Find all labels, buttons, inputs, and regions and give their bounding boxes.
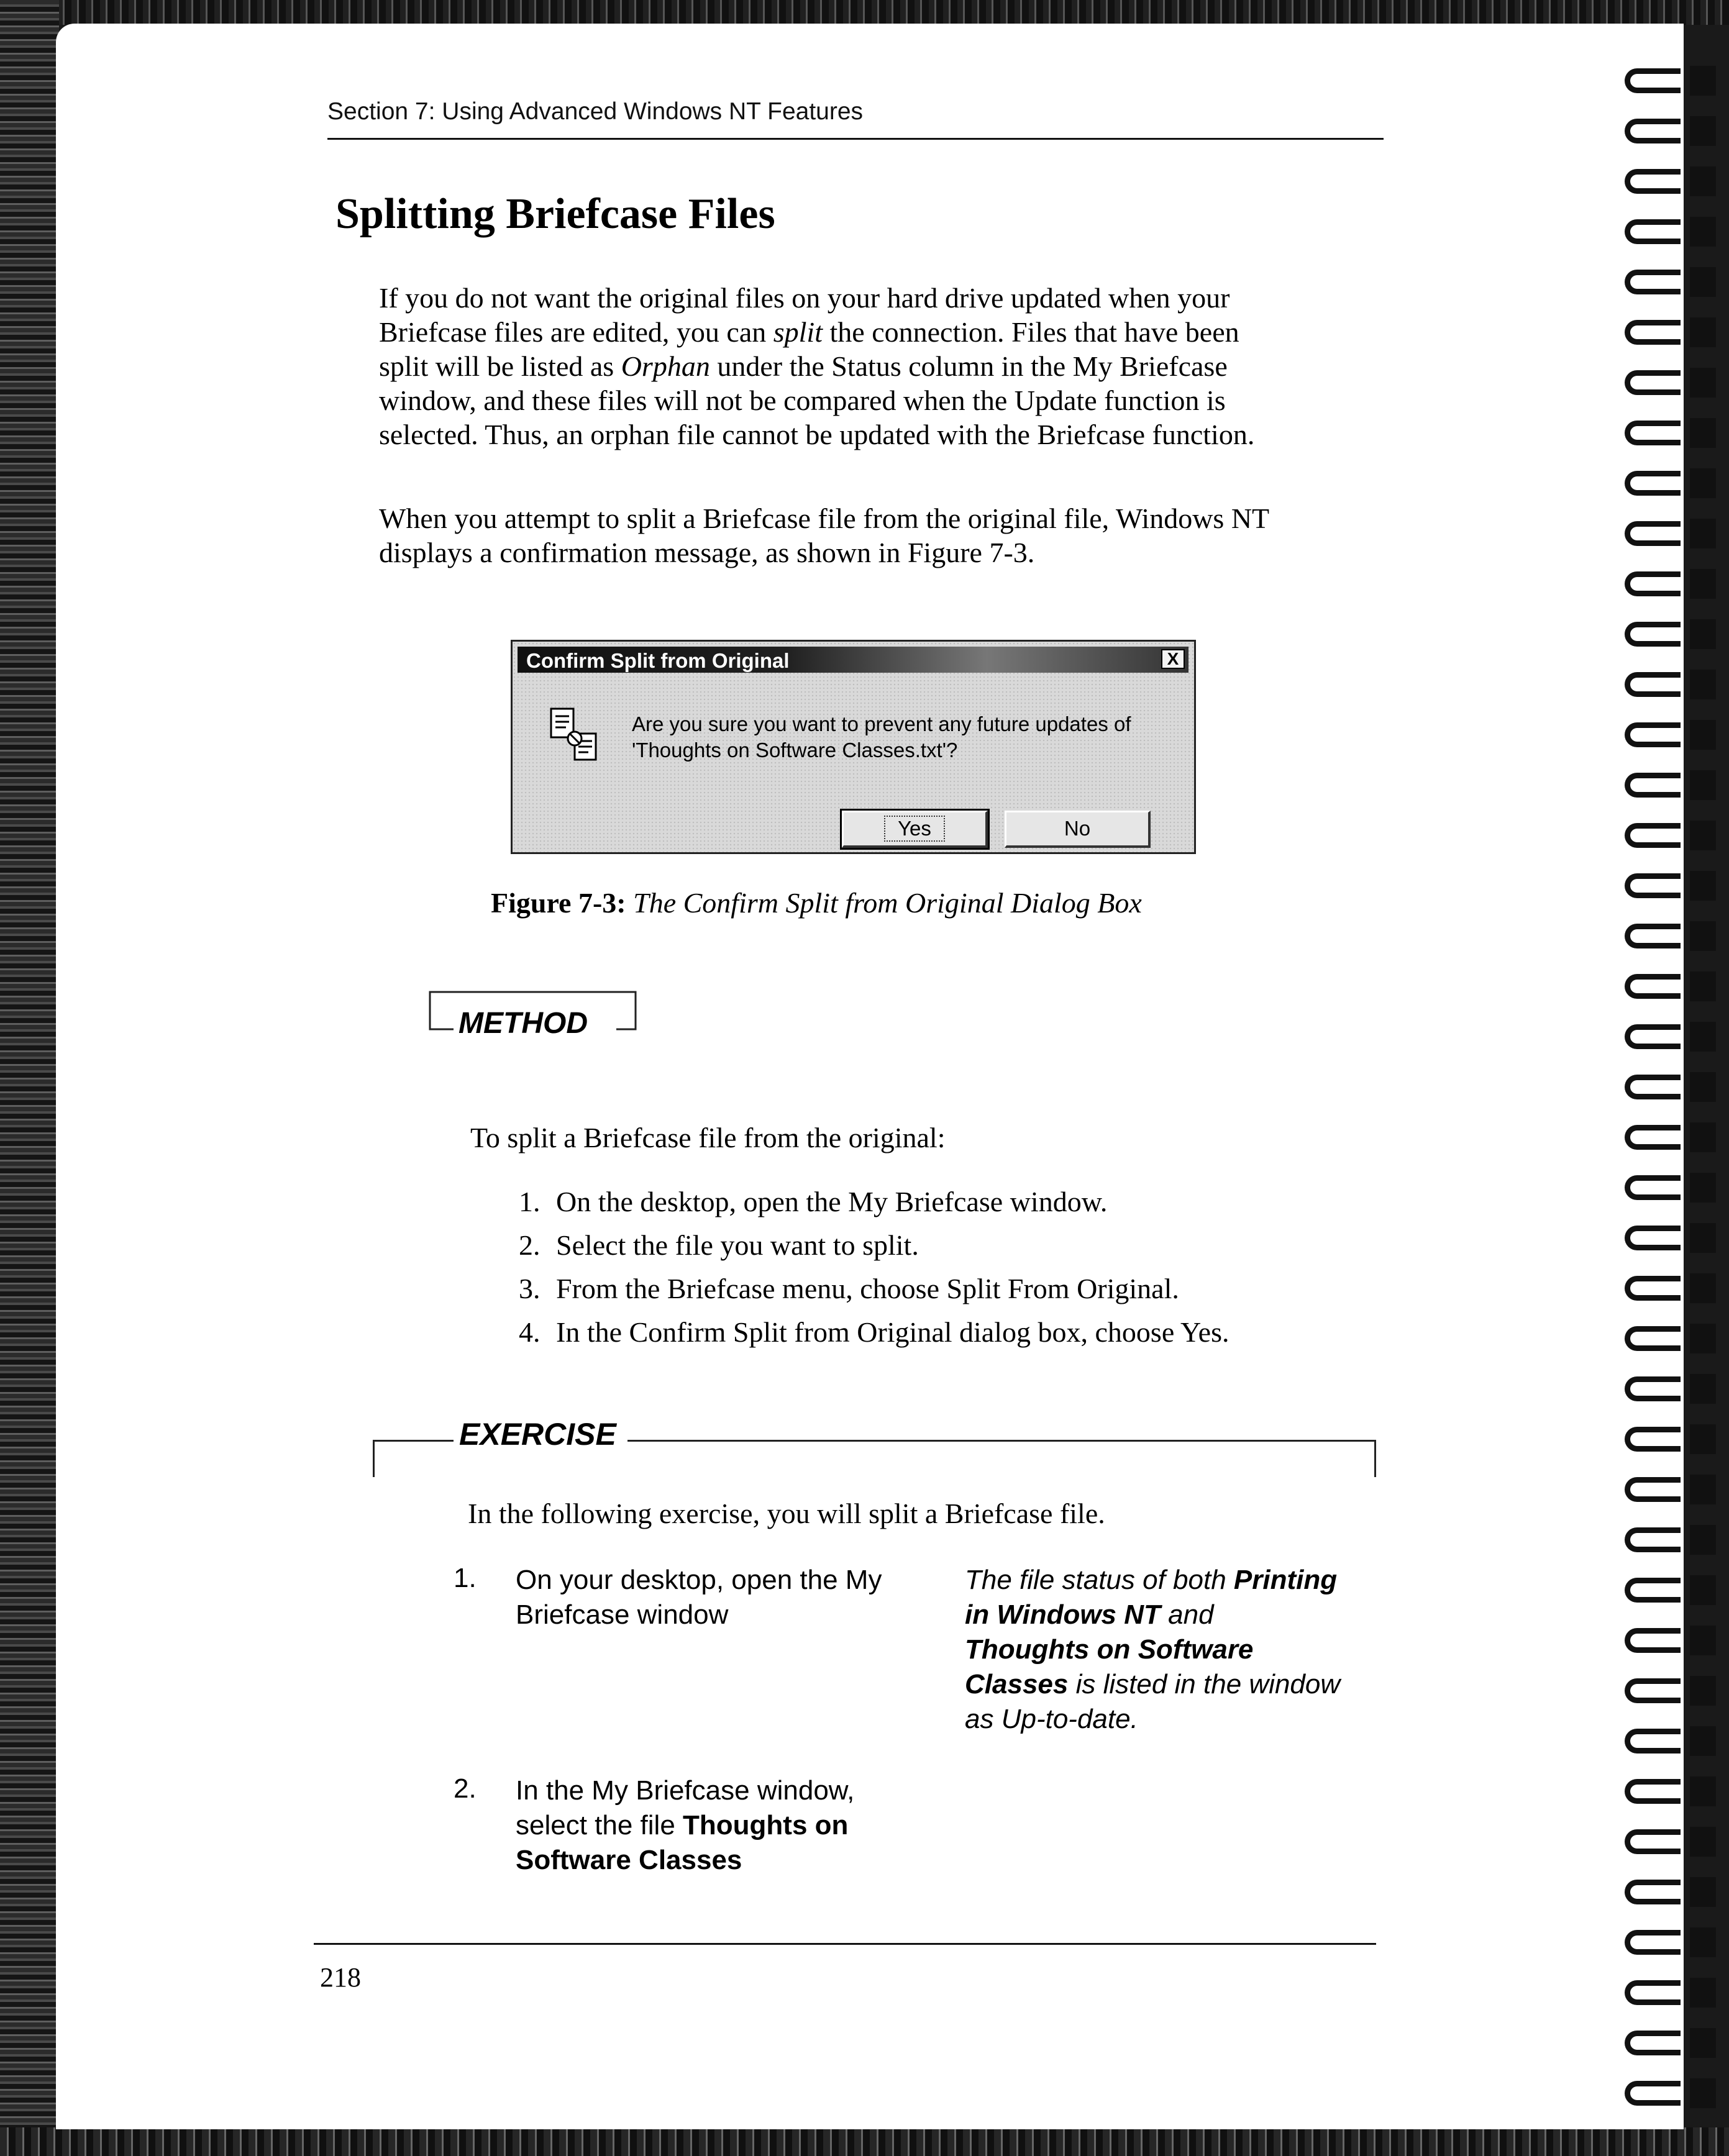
text-run: Briefcase files are edited, you can xyxy=(379,316,773,348)
exercise-note-line xyxy=(965,1632,1400,1667)
binding-hole xyxy=(1690,317,1716,347)
binding-coil xyxy=(1625,471,1681,496)
binding-hole xyxy=(1690,116,1716,146)
binding-hole xyxy=(1690,1022,1716,1052)
intro-paragraph xyxy=(379,281,1435,452)
binding-coil xyxy=(1625,722,1681,747)
binding-coil xyxy=(1625,672,1681,697)
binding-coil xyxy=(1625,320,1681,345)
scan-edge-bottom xyxy=(0,2127,1729,2156)
exercise-frame-right xyxy=(627,1440,1376,1442)
binding-coil xyxy=(1625,68,1681,93)
binding-hole xyxy=(1690,1626,1716,1655)
binding-hole xyxy=(1690,1827,1716,1857)
intro-line xyxy=(379,281,1435,315)
binding-hole xyxy=(1690,720,1716,750)
binding-coil xyxy=(1625,1527,1681,1552)
binding-coil xyxy=(1625,270,1681,294)
binding-coil xyxy=(1625,1628,1681,1653)
confirm-split-dialog xyxy=(511,640,1196,854)
binding-hole xyxy=(1690,1374,1716,1404)
binding-hole xyxy=(1690,619,1716,649)
binding-coil xyxy=(1625,421,1681,445)
binding-coil xyxy=(1625,773,1681,798)
binding-hole xyxy=(1690,418,1716,448)
text-run: displays a confirmation message, as shown in Figure 7-3. xyxy=(379,537,1035,568)
step-number: 3. xyxy=(519,1273,541,1304)
method-label: METHOD xyxy=(458,1007,588,1040)
text-run: The file status of both xyxy=(965,1565,1234,1595)
no-button[interactable] xyxy=(1005,811,1151,848)
binding-coil xyxy=(1625,873,1681,898)
page-number: 218 xyxy=(320,1962,361,1993)
emphasis-text: split xyxy=(773,316,823,348)
text-run: select the file xyxy=(516,1810,683,1840)
binding-coil xyxy=(1625,2081,1681,2106)
bold-text: in Windows NT xyxy=(965,1599,1161,1630)
step-number: 4. xyxy=(519,1316,541,1348)
figure-caption xyxy=(491,886,1142,919)
exercise-step-note xyxy=(965,1563,1400,1737)
binding-coil xyxy=(1625,1125,1681,1150)
figure-label: Figure 7-3: xyxy=(491,887,626,919)
binding-coil xyxy=(1625,521,1681,546)
text-run: the connection. Files that have been xyxy=(823,316,1239,348)
bold-text: Thoughts on Software xyxy=(965,1634,1254,1665)
step-text: In the Confirm Split from Original dialog box, choose Yes. xyxy=(556,1316,1229,1348)
binding-coil xyxy=(1625,1880,1681,1904)
exercise-step-line xyxy=(516,1598,938,1632)
confirm-line xyxy=(379,535,1435,570)
binding-coil xyxy=(1625,1829,1681,1854)
exercise-step-number: 1. xyxy=(454,1563,477,1593)
method-intro: To split a Briefcase file from the original: xyxy=(470,1122,946,1153)
text-run: as Up-to-date. xyxy=(965,1704,1138,1734)
step-text: On the desktop, open the My Briefcase window. xyxy=(556,1186,1108,1217)
binding-coil xyxy=(1625,1226,1681,1250)
binding-hole xyxy=(1690,1072,1716,1102)
exercise-frame-left-edge xyxy=(373,1440,375,1477)
footer-rule xyxy=(314,1943,1376,1945)
header-rule xyxy=(327,138,1384,140)
text-run: Briefcase window xyxy=(516,1599,729,1630)
binding-hole xyxy=(1690,1978,1716,2008)
binding-coil xyxy=(1625,169,1681,194)
exercise-step-text xyxy=(516,1773,938,1878)
emphasis-text: Orphan xyxy=(621,350,710,382)
text-run: split will be listed as xyxy=(379,350,621,382)
binding-hole xyxy=(1690,66,1716,96)
exercise-intro: In the following exercise, you will split a Briefcase file. xyxy=(468,1498,1105,1529)
binding-coil xyxy=(1625,1578,1681,1603)
text-run: is listed in the window xyxy=(1068,1669,1341,1699)
method-step xyxy=(519,1180,1229,1224)
exercise-note-line xyxy=(965,1598,1400,1632)
binding-coil xyxy=(1625,1075,1681,1099)
bold-text: Thoughts on xyxy=(683,1810,849,1840)
binding-coil xyxy=(1625,1175,1681,1200)
intro-line xyxy=(379,315,1435,349)
binding-coil xyxy=(1625,1930,1681,1955)
dialog-titlebar xyxy=(518,647,1188,673)
binding-hole xyxy=(1690,1273,1716,1303)
binding-hole xyxy=(1690,1173,1716,1203)
binding-coil xyxy=(1625,119,1681,143)
dialog-message-line: 'Thoughts on Software Classes.txt'? xyxy=(632,739,958,762)
binding-coil xyxy=(1625,1678,1681,1703)
binding-hole xyxy=(1690,2028,1716,2058)
section-header: Section 7: Using Advanced Windows NT Features xyxy=(327,98,864,125)
exercise-note-line xyxy=(965,1563,1400,1598)
text-run: In the My Briefcase window, xyxy=(516,1775,855,1806)
binding-hole xyxy=(1690,1877,1716,1907)
binding-hole xyxy=(1690,267,1716,297)
exercise-frame-right-edge xyxy=(1374,1440,1376,1477)
binding-hole xyxy=(1690,1122,1716,1152)
intro-line xyxy=(379,417,1435,452)
binding-coil xyxy=(1625,219,1681,244)
binding-coil xyxy=(1625,571,1681,596)
step-text: Select the file you want to split. xyxy=(556,1229,919,1261)
text-run: and xyxy=(1160,1599,1214,1630)
text-run: under the Status column in the My Briefcase xyxy=(709,350,1228,382)
scan-edge-left xyxy=(0,0,59,2156)
binding-hole xyxy=(1690,569,1716,599)
binding-coil xyxy=(1625,974,1681,999)
method-step xyxy=(519,1224,1229,1267)
dialog-message-line: Are you sure you want to prevent any future updates of xyxy=(632,712,1131,735)
exercise-step-line xyxy=(516,1808,938,1843)
text-run: If you do not want the original files on your hard drive updated when your xyxy=(379,282,1230,314)
bold-text: Software Classes xyxy=(516,1845,742,1875)
exercise-note-line xyxy=(965,1702,1400,1737)
binding-hole xyxy=(1690,1424,1716,1454)
binding-coil xyxy=(1625,1376,1681,1401)
binding-coil xyxy=(1625,1779,1681,1804)
binding-coil xyxy=(1625,2031,1681,2055)
binding-hole xyxy=(1690,519,1716,548)
binding-hole xyxy=(1690,1525,1716,1555)
method-step xyxy=(519,1311,1229,1354)
binding-hole xyxy=(1690,1223,1716,1253)
binding-coil xyxy=(1625,1729,1681,1753)
text-run: On your desktop, open the My xyxy=(516,1565,882,1595)
binding-coil xyxy=(1625,1024,1681,1049)
binding-hole xyxy=(1690,1776,1716,1806)
binding-hole xyxy=(1690,770,1716,800)
yes-button-label: Yes xyxy=(884,816,945,842)
binding-hole xyxy=(1690,1575,1716,1605)
exercise-frame-left xyxy=(373,1440,454,1442)
binding-hole xyxy=(1690,1927,1716,1957)
binding-hole xyxy=(1690,821,1716,850)
binding-coil xyxy=(1625,1276,1681,1301)
binding-coil xyxy=(1625,1427,1681,1452)
method-steps xyxy=(519,1180,1229,1354)
binding-hole xyxy=(1690,971,1716,1001)
step-number: 1. xyxy=(519,1186,541,1217)
binding-coil xyxy=(1625,924,1681,948)
binding-hole xyxy=(1690,166,1716,196)
exercise-step-line xyxy=(516,1843,938,1878)
exercise-step-line xyxy=(516,1773,938,1808)
text-run: selected. Thus, an orphan file cannot be updated with the Briefcase function. xyxy=(379,419,1255,450)
spiral-binding xyxy=(1612,50,1729,2137)
binding-hole xyxy=(1690,871,1716,901)
dialog-message xyxy=(632,711,1131,763)
no-button-label: No xyxy=(1064,817,1091,840)
intro-line xyxy=(379,383,1435,417)
binding-coil xyxy=(1625,823,1681,848)
bold-text: Classes xyxy=(965,1669,1069,1699)
text-run: When you attempt to split a Briefcase file from the original file, Windows NT xyxy=(379,503,1270,534)
yes-button[interactable] xyxy=(842,811,988,848)
binding-hole xyxy=(1690,921,1716,951)
binding-coil xyxy=(1625,1326,1681,1351)
exercise-step-number: 2. xyxy=(454,1773,477,1804)
step-text: From the Briefcase menu, choose Split From Original. xyxy=(556,1273,1179,1304)
exercise-label: EXERCISE xyxy=(457,1416,619,1452)
confirm-paragraph xyxy=(379,501,1435,570)
binding-hole xyxy=(1690,2078,1716,2108)
binding-hole xyxy=(1690,1475,1716,1504)
figure-text: The Confirm Split from Original Dialog Box xyxy=(633,887,1142,919)
binding-coil xyxy=(1625,1477,1681,1502)
binding-hole xyxy=(1690,217,1716,247)
binding-hole xyxy=(1690,468,1716,498)
binding-hole xyxy=(1690,670,1716,699)
binding-coil xyxy=(1625,370,1681,395)
binding-hole xyxy=(1690,368,1716,398)
intro-line xyxy=(379,349,1435,383)
confirm-line xyxy=(379,501,1435,535)
exercise-step-text xyxy=(516,1563,938,1632)
binding-coil xyxy=(1625,622,1681,647)
bold-text: Printing xyxy=(1233,1565,1338,1595)
method-step xyxy=(519,1267,1229,1311)
scan-edge-top xyxy=(0,0,1729,25)
binding-hole xyxy=(1690,1676,1716,1706)
close-icon[interactable]: X xyxy=(1161,649,1185,669)
briefcase-split-icon xyxy=(549,706,598,762)
step-number: 2. xyxy=(519,1229,541,1261)
binding-coil xyxy=(1625,1980,1681,2005)
exercise-note-line xyxy=(965,1667,1400,1702)
binding-hole xyxy=(1690,1324,1716,1353)
dialog-title: Confirm Split from Original xyxy=(526,649,790,672)
text-run: window, and these files will not be compared when the Update function is xyxy=(379,384,1226,416)
binding-hole xyxy=(1690,1726,1716,1756)
exercise-step-line xyxy=(516,1563,938,1598)
page-title: Splitting Briefcase Files xyxy=(335,190,775,238)
